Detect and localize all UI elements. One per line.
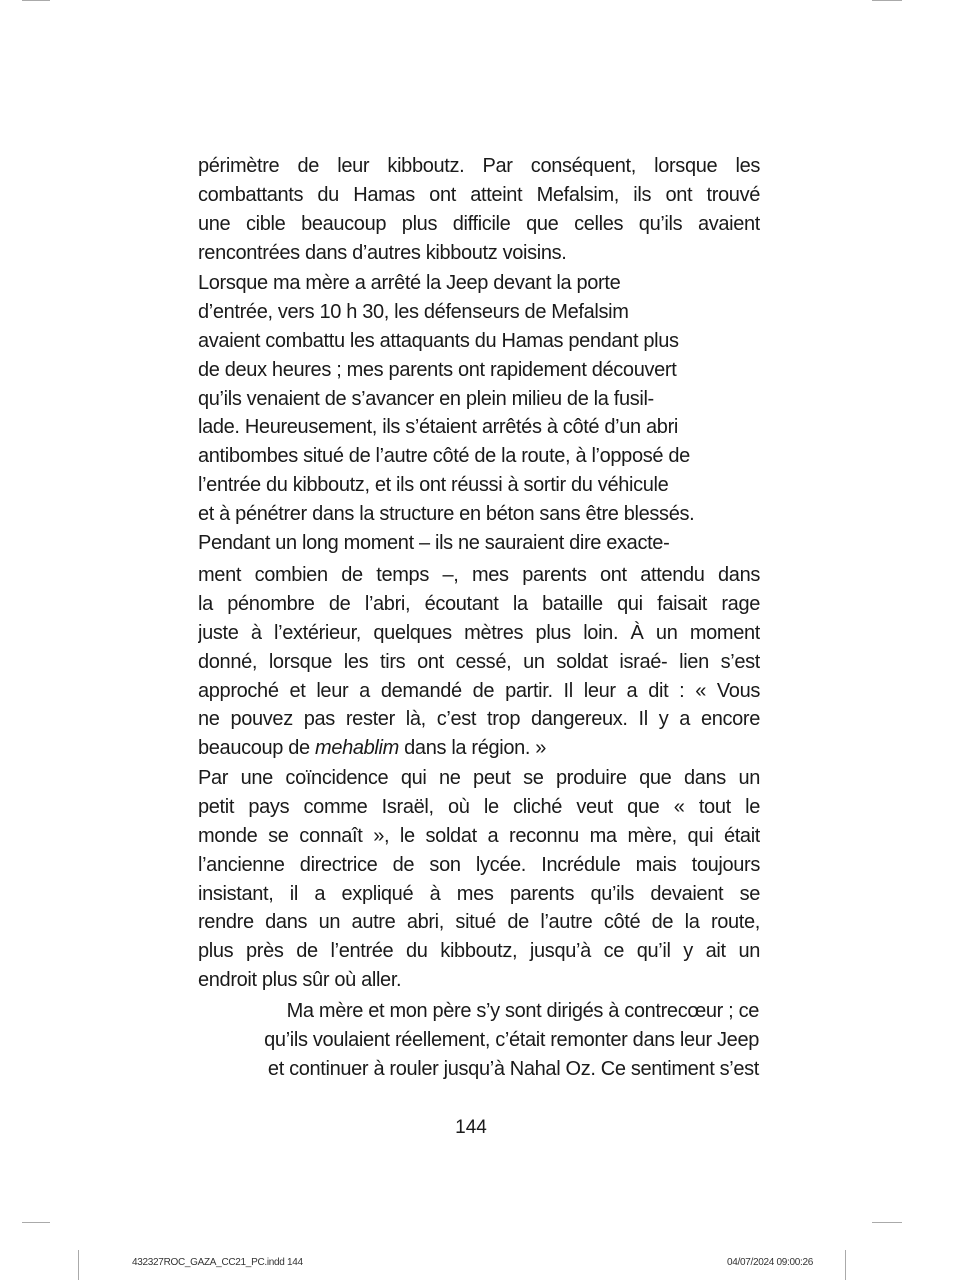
- text-line: rencontrées dans d’autres kibboutz voisins.: [198, 241, 567, 264]
- text-line: Par une coïncidence qui ne peut se produire que dans un: [198, 767, 760, 789]
- crop-mark-top-right: [872, 0, 902, 1]
- text-line: la pénombre de l’abri, écoutant la bataille qui faisait rage: [198, 592, 760, 615]
- text-line: antibombes situé de l’autre côté de la route, à l’opposé de: [198, 445, 690, 468]
- paragraph: [198, 561, 760, 763]
- paragraph: [198, 269, 760, 558]
- text-line: une cible beaucoup plus difficile que celles qu’ils avaient: [198, 212, 760, 235]
- text-line: approché et leur a demandé de partir. Il leur a dit : « Vous: [198, 679, 760, 702]
- text-line: avaient combattu les attaquants du Hamas pendant plus: [198, 329, 679, 352]
- text-line: et à pénétrer dans la structure en béton sans être blessés.: [198, 503, 695, 526]
- text-line: l’entrée du kibboutz, et ils ont réussi à sortir du véhicule: [198, 474, 669, 497]
- text-line: de deux heures ; mes parents ont rapidement découvert: [198, 358, 677, 381]
- crop-mark-bottom-right: [872, 1222, 902, 1223]
- crop-mark-vertical-right: [845, 1250, 846, 1280]
- text-line: lade. Heureusement, ils s’étaient arrêtés à côté d’un abri: [198, 416, 678, 439]
- text-line: ne pouvez pas rester là, c’est trop dangereux. Il y a encore: [198, 708, 760, 731]
- text-line: qu’ils venaient de s’avancer en plein milieu de la fusil-: [198, 387, 654, 410]
- text-line: monde se connaît », le soldat a reconnu ma mère, qui était: [198, 824, 760, 847]
- crop-mark-bottom-left: [22, 1222, 50, 1223]
- paragraph: [198, 997, 760, 1084]
- text-line: périmètre de leur kibboutz. Par conséquent, lorsque les: [198, 155, 760, 177]
- text-line: rendre dans un autre abri, situé de l’autre côté de la route,: [198, 911, 760, 934]
- text-segment: beaucoup de: [198, 737, 316, 760]
- text-line: l’ancienne directrice de son lycée. Incrédule mais toujours: [198, 853, 760, 876]
- paragraph: [198, 764, 760, 995]
- slug-filename: 432327ROC_GAZA_CC21_PC.indd 144: [132, 1257, 303, 1268]
- text-line: petit pays comme Israël, où le cliché veut que « tout le: [198, 795, 760, 818]
- text-line: et continuer à rouler jusqu’à Nahal Oz. Ce sentiment s’est: [267, 1057, 759, 1080]
- text-line: combattants du Hamas ont atteint Mefalsim, ils ont trouvé: [198, 183, 760, 206]
- text-line: juste à l’extérieur, quelques mètres plus loin. À un moment: [198, 621, 760, 644]
- text-line: ment combien de temps –, mes parents ont attendu dans: [198, 564, 760, 586]
- text-line: d’entrée, vers 10 h 30, les défenseurs de Mefalsim: [198, 300, 629, 323]
- slug-timestamp: 04/07/2024 09:00:26: [727, 1257, 814, 1268]
- paragraph: [198, 152, 760, 268]
- page-number: 144: [455, 1117, 487, 1138]
- text-line: donné, lorsque les tirs ont cessé, un soldat israé- lien s’est: [198, 650, 760, 673]
- text-line: Lorsque ma mère a arrêté la Jeep devant la porte: [198, 272, 621, 294]
- crop-mark-vertical-left: [78, 1250, 79, 1280]
- text-segment: dans la région. »: [398, 737, 547, 760]
- text-line: [198, 734, 760, 763]
- text-line: Pendant un long moment – ils ne sauraient dire exacte-: [198, 532, 670, 555]
- text-line: Ma mère et mon père s’y sont dirigés à contrecœur ; ce: [286, 1000, 759, 1022]
- text-line: endroit plus sûr où aller.: [198, 969, 402, 992]
- crop-mark-top-left: [22, 0, 50, 1]
- text-line: plus près de l’entrée du kibboutz, jusqu’à ce qu’il y ait un: [198, 940, 760, 963]
- italic-term: mehablim: [315, 737, 399, 760]
- text-line: insistant, il a expliqué à mes parents qu’ils devaient se: [198, 882, 760, 905]
- text-line: qu’ils voulaient réellement, c’était remonter dans leur Jeep: [264, 1028, 759, 1051]
